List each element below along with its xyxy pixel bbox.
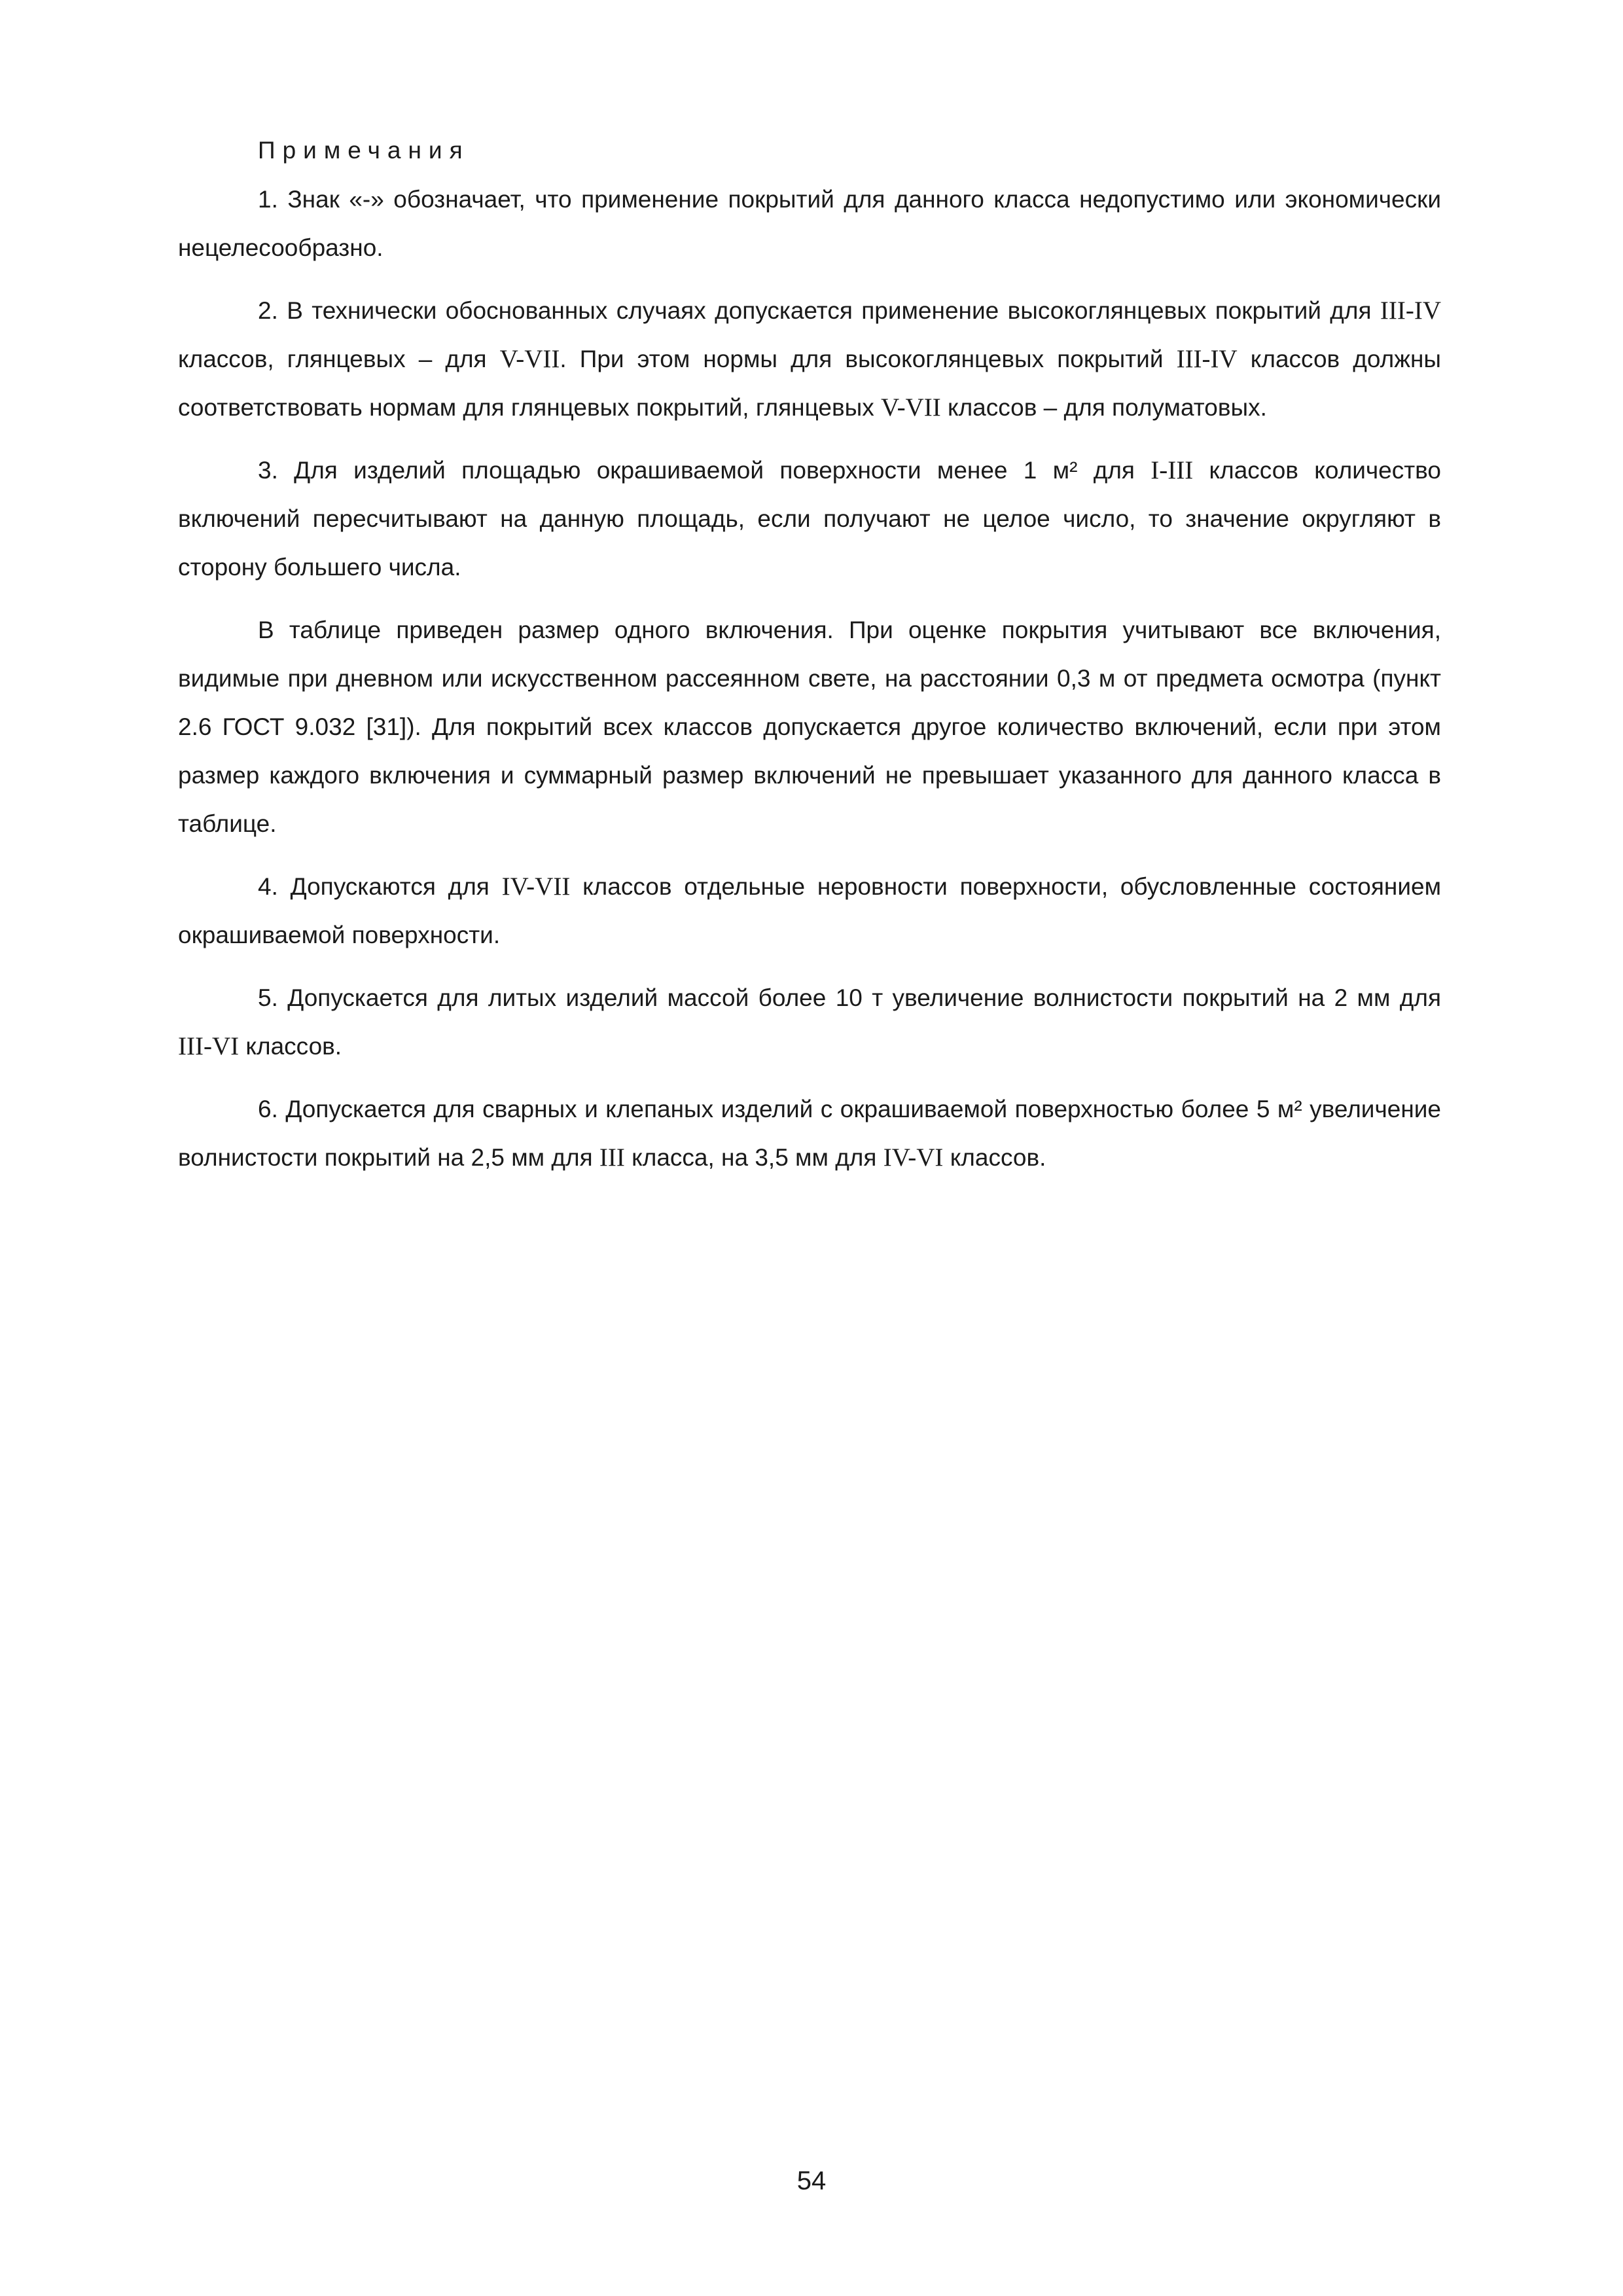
note-text: классов. [943, 1144, 1046, 1171]
notes-list [178, 175, 1441, 1182]
note-text: . При этом нормы для высокоглянцевых покрытий [560, 346, 1177, 372]
note-paragraph [178, 606, 1441, 848]
note-text: классов – для полуматовых. [940, 394, 1267, 421]
note-text: В таблице приведен размер одного включения. При оценке покрытия учитывают все включения, видимые при дневном или искусственном рассеянном свете, на расстоянии 0,3 м от предмета осмотра (пункт 2.6 ГОСТ 9.032 [31]). Для покрытий всех классов допускается другое количество включений, если при этом размер каждого включения и суммарный размер включений не превышает указанного для данного класса в таблице. [178, 617, 1441, 837]
roman-numeral-text: III-IV [1176, 345, 1238, 373]
roman-numeral-text: V-VII [880, 393, 941, 422]
note-paragraph [178, 446, 1441, 592]
page-number: 54 [796, 2166, 827, 2195]
note-text: 2. В технически обоснованных случаях допускается применение высокоглянцевых покрытий для [258, 297, 1380, 324]
roman-numeral-text: IV-VI [883, 1143, 944, 1172]
note-text: классов должны соответствовать нормам для глянцевых покрытий, глянцевых [178, 346, 1441, 421]
notes-heading: Примечания [258, 137, 470, 164]
note-paragraph [178, 287, 1441, 432]
roman-numeral-text: III-VI [178, 1032, 240, 1060]
roman-numeral-text: III-IV [1380, 296, 1441, 325]
roman-numeral-text: V-VII [499, 345, 560, 373]
note-text: классов отдельные неровности поверхности, обусловленные состоянием окрашиваемой поверхности. [178, 873, 1442, 948]
roman-numeral-text: I-III [1150, 456, 1194, 484]
note-text: классов количество включений пересчитывают на данную площадь, если получают не целое число, то значение округляют в сторону большего числа. [178, 457, 1441, 581]
note-text: классов, глянцевых – для [178, 346, 500, 372]
note-text: классов. [239, 1033, 342, 1060]
note-paragraph [178, 1085, 1441, 1182]
roman-numeral-text: III [599, 1143, 625, 1172]
note-text: 4. Допускаются для [258, 873, 502, 900]
note-text: 3. Для изделий площадью окрашиваемой поверхности менее 1 м² для [258, 457, 1151, 484]
roman-numeral-text: IV-VII [501, 872, 571, 901]
document-page [178, 124, 1441, 1196]
note-paragraph [178, 175, 1441, 272]
note-text: 6. Допускается для сварных и клепаных изделий с окрашиваемой поверхностью более 5 м² увеличение волнистости покрытий на 2,5 мм для [178, 1096, 1441, 1171]
note-text: класса, на 3,5 мм для [624, 1144, 883, 1171]
note-text: 1. Знак «-» обозначает, что применение покрытий для данного класса недопустимо или экономически нецелесообразно. [178, 186, 1441, 261]
note-paragraph [178, 863, 1441, 960]
note-paragraph [178, 974, 1441, 1071]
note-text: 5. Допускается для литых изделий массой более 10 т увеличение волнистости покрытий на 2 мм для [258, 984, 1441, 1011]
